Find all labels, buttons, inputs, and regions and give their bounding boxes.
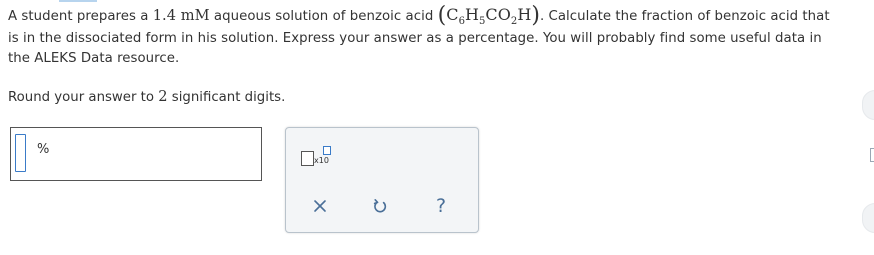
undo-icon (372, 198, 388, 214)
percent-unit: % (37, 142, 50, 157)
formula-open-paren: ( (437, 3, 447, 28)
answer-input[interactable] (15, 134, 26, 172)
side-tab-bottom[interactable] (862, 203, 874, 233)
answer-area (10, 127, 262, 181)
side-tab-top[interactable] (862, 90, 874, 120)
formula-close-paren: ) (531, 3, 540, 28)
significant-digits-count: 2 (158, 88, 168, 105)
question-line-1 (8, 5, 870, 29)
instruction-suffix: significant digits. (167, 90, 286, 105)
close-icon (313, 199, 327, 213)
formula-hydrogen-2: H (517, 5, 532, 24)
formula-carbon: C (446, 5, 459, 24)
benzoic-acid-formula (437, 3, 540, 28)
undo-button[interactable] (368, 194, 392, 218)
concentration-value: 1.4 mM (152, 7, 210, 24)
exponent-box-icon (323, 146, 331, 155)
question-line-2: is in the dissociated form in his solution. Express your answer as a percentage. You will probably find some useful data in (8, 31, 822, 46)
instruction-prefix: Round your answer to (8, 90, 159, 105)
formula-hydrogen: H (464, 5, 479, 24)
rounding-instruction (8, 87, 285, 108)
top-accent-bar (59, 0, 97, 2)
formula-co-subscript: 2 (510, 16, 518, 27)
mantissa-box-icon (301, 151, 314, 166)
x10-label: x10 (314, 156, 329, 165)
scientific-notation-button[interactable] (299, 141, 333, 169)
question-text-part2: aqueous solution of benzoic acid (209, 9, 438, 24)
question-text-part3: . Calculate the fraction of benzoic acid that (539, 9, 830, 24)
help-button[interactable] (429, 194, 453, 218)
formula-carbon-subscript: 6 (458, 16, 465, 27)
math-tools-panel (285, 127, 479, 233)
question-text (8, 5, 870, 69)
formula-hydrogen-subscript: 5 (479, 16, 486, 27)
question-line-3: the ALEKS Data resource. (8, 51, 180, 66)
side-marker (870, 148, 874, 162)
formula-co: CO (485, 5, 511, 24)
help-icon: ? (435, 194, 447, 217)
question-text-part1: A student prepares a (8, 9, 153, 24)
clear-button[interactable] (308, 194, 332, 218)
